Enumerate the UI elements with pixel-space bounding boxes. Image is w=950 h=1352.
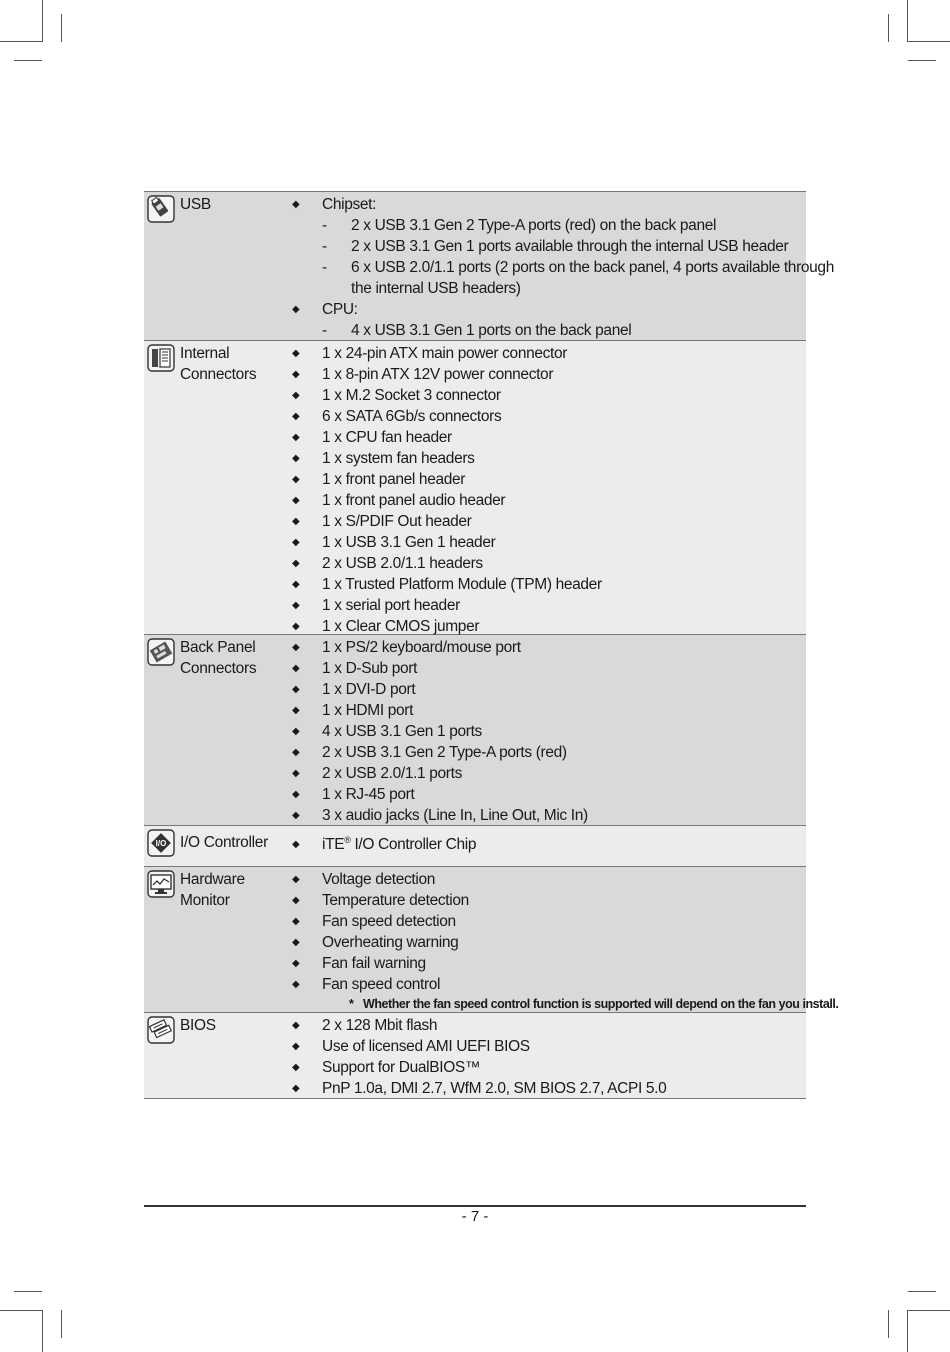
spec-line — [144, 236, 806, 257]
spec-line — [144, 616, 806, 637]
spec-line — [144, 953, 806, 974]
spec-line — [144, 869, 806, 890]
spec-line — [144, 911, 806, 932]
spec-row-title-line: Hardware — [180, 871, 245, 888]
spec-item-text: 1 x S/PDIF Out header — [322, 513, 472, 530]
bullet-icon: ◆ — [292, 474, 300, 485]
bullet-icon: ◆ — [292, 916, 300, 927]
bullet-icon: ◆ — [292, 1083, 300, 1094]
spec-item-text: 2 x USB 2.0/1.1 headers — [322, 555, 483, 572]
spec-row-title-line: BIOS — [180, 1017, 216, 1034]
footnote-text: Whether the fan speed control function is supported will depend on the fan you install. — [363, 997, 839, 1011]
spec-subitem-text: 2 x USB 3.1 Gen 1 ports available through the internal USB header — [351, 238, 789, 255]
spec-line — [144, 1057, 806, 1078]
spec-item-text: 1 x DVI-D port — [322, 681, 416, 698]
bullet-icon: ◆ — [292, 705, 300, 716]
spec-item-text: 1 x system fan headers — [322, 450, 475, 467]
spec-item-text: 1 x front panel header — [322, 471, 466, 488]
bullet-icon: ◆ — [292, 369, 300, 380]
crop-mark — [908, 60, 936, 61]
spec-row-items — [144, 341, 806, 637]
spec-line — [144, 1036, 806, 1057]
spec-line — [144, 532, 806, 553]
spec-item-text-part: I/O Controller Chip — [350, 836, 477, 853]
spec-line — [144, 385, 806, 406]
spec-line — [144, 299, 806, 320]
spec-item-text: 1 x CPU fan header — [322, 429, 452, 446]
bullet-icon: ◆ — [292, 516, 300, 527]
spec-line — [144, 343, 806, 364]
spec-item-text: 1 x M.2 Socket 3 connector — [322, 387, 501, 404]
bullet-icon: ◆ — [292, 558, 300, 569]
spec-item-text: 6 x SATA 6Gb/s connectors — [322, 408, 502, 425]
specification-table — [144, 191, 839, 1099]
crop-mark — [888, 1310, 889, 1338]
bullet-icon: ◆ — [292, 958, 300, 969]
spec-row-title-line: Monitor — [180, 892, 230, 909]
bullet-icon: ◆ — [292, 1020, 300, 1031]
crop-mark — [908, 1310, 950, 1311]
spec-row-hardware-monitor — [144, 867, 839, 1013]
dash-marker: - — [322, 238, 327, 255]
crop-mark — [61, 14, 62, 42]
bullet-icon: ◆ — [292, 684, 300, 695]
spec-row-io-controller — [144, 826, 806, 867]
bullet-icon: ◆ — [292, 432, 300, 443]
spec-line — [144, 1078, 806, 1099]
dash-marker: - — [322, 322, 327, 339]
bullet-icon: ◆ — [292, 579, 300, 590]
spec-line — [144, 763, 806, 784]
crop-mark — [14, 1291, 42, 1292]
spec-row-title-line: USB — [180, 196, 211, 213]
spec-line — [144, 784, 806, 805]
spec-item-text — [322, 834, 476, 855]
bullet-icon: ◆ — [292, 895, 300, 906]
spec-item-text: Use of licensed AMI UEFI BIOS — [322, 1038, 530, 1055]
dash-marker: - — [322, 217, 327, 234]
spec-row-items — [144, 192, 834, 341]
spec-item-text: 1 x Trusted Platform Module (TPM) header — [322, 576, 602, 593]
spec-item-text: 2 x 128 Mbit flash — [322, 1017, 438, 1034]
spec-item-text: 1 x USB 3.1 Gen 1 header — [322, 534, 496, 551]
spec-item-text: 1 x Clear CMOS jumper — [322, 618, 480, 635]
spec-item-text: 1 x D-Sub port — [322, 660, 418, 677]
crop-mark — [0, 41, 42, 42]
spec-row-items — [144, 867, 839, 1014]
bullet-icon: ◆ — [292, 304, 300, 315]
bullet-icon: ◆ — [292, 810, 300, 821]
spec-item-text: Temperature detection — [322, 892, 469, 909]
bullet-icon: ◆ — [292, 663, 300, 674]
bullet-icon: ◆ — [292, 453, 300, 464]
spec-item-text: 3 x audio jacks (Line In, Line Out, Mic In) — [322, 807, 588, 824]
spec-subitem-text: 2 x USB 3.1 Gen 2 Type-A ports (red) on the back panel — [351, 217, 717, 234]
spec-item-text: 2 x USB 2.0/1.1 ports — [322, 765, 462, 782]
dash-marker: - — [322, 259, 327, 276]
bullet-icon: ◆ — [292, 874, 300, 885]
spec-line — [144, 364, 806, 385]
spec-line — [144, 974, 806, 995]
bullet-icon: ◆ — [292, 199, 300, 210]
spec-item-text: 1 x PS/2 keyboard/mouse port — [322, 639, 521, 656]
bullet-icon: ◆ — [292, 621, 300, 632]
spec-item-text: 1 x 8-pin ATX 12V power connector — [322, 366, 554, 383]
spec-row-internal-connectors — [144, 341, 806, 635]
spec-row-title-line: I/O Controller — [180, 834, 268, 851]
crop-mark — [14, 60, 42, 61]
spec-item-text: Fan fail warning — [322, 955, 426, 972]
spec-line — [144, 721, 806, 742]
spec-item-text: Overheating warning — [322, 934, 459, 951]
spec-row-bios — [144, 1013, 806, 1099]
spec-line — [144, 448, 806, 469]
bullet-icon: ◆ — [292, 537, 300, 548]
crop-mark — [907, 1310, 908, 1352]
spec-item-text: Fan speed detection — [322, 913, 456, 930]
spec-line — [144, 658, 806, 679]
spec-line — [144, 215, 806, 236]
spec-subitem-continuation: the internal USB headers) — [351, 280, 521, 297]
spec-row-title-line: Internal — [180, 345, 230, 362]
registered-mark: ® — [344, 834, 351, 845]
footer-rule — [144, 1205, 806, 1207]
svg-text:I/O: I/O — [155, 839, 167, 848]
spec-item-text: PnP 1.0a, DMI 2.7, WfM 2.0, SM BIOS 2.7, ACPI 5.0 — [322, 1080, 667, 1097]
spec-row-items — [144, 1013, 806, 1099]
spec-item-text: Fan speed control — [322, 976, 441, 993]
spec-item-text: 2 x USB 3.1 Gen 2 Type-A ports (red) — [322, 744, 567, 761]
spec-line — [144, 490, 806, 511]
spec-line — [144, 511, 806, 532]
bullet-icon: ◆ — [292, 411, 300, 422]
spec-line — [144, 278, 806, 299]
spec-line — [144, 700, 806, 721]
page-number: - 7 - — [461, 1208, 489, 1225]
spec-item-text: Voltage detection — [322, 871, 435, 888]
spec-line — [144, 257, 834, 278]
bullet-icon: ◆ — [292, 839, 300, 850]
bullet-icon: ◆ — [292, 600, 300, 611]
spec-row-items — [144, 635, 806, 826]
spec-line — [144, 679, 806, 700]
crop-mark — [907, 0, 908, 42]
crop-mark — [42, 0, 43, 42]
spec-row-title-line: Connectors — [180, 660, 257, 677]
crop-mark — [0, 1310, 42, 1311]
bullet-icon: ◆ — [292, 495, 300, 506]
spec-item-text: 1 x serial port header — [322, 597, 460, 614]
spec-line — [144, 194, 806, 215]
spec-line — [144, 553, 806, 574]
bullet-icon: ◆ — [292, 979, 300, 990]
crop-mark — [908, 41, 950, 42]
bullet-icon: ◆ — [292, 937, 300, 948]
footnote-star: * — [349, 997, 354, 1011]
spec-item-text: 1 x front panel audio header — [322, 492, 506, 509]
bullet-icon: ◆ — [292, 789, 300, 800]
spec-item-text: 1 x HDMI port — [322, 702, 414, 719]
spec-line — [144, 637, 806, 658]
spec-item-text: 1 x 24-pin ATX main power connector — [322, 345, 568, 362]
spec-line — [144, 469, 806, 490]
spec-line — [144, 427, 806, 448]
spec-item-text: CPU: — [322, 301, 358, 318]
spec-line — [144, 834, 806, 855]
spec-row-title-line: Back Panel — [180, 639, 256, 656]
bullet-icon: ◆ — [292, 390, 300, 401]
bullet-icon: ◆ — [292, 1041, 300, 1052]
spec-item-text: Chipset: — [322, 196, 377, 213]
crop-mark — [908, 1291, 936, 1292]
spec-item-text: 1 x RJ-45 port — [322, 786, 415, 803]
bullet-icon: ◆ — [292, 747, 300, 758]
crop-mark — [61, 1310, 62, 1338]
spec-subitem-text: 6 x USB 2.0/1.1 ports (2 ports on the back panel, 4 ports available through — [351, 259, 834, 276]
spec-row-title-line: Connectors — [180, 366, 257, 383]
spec-line — [144, 1015, 806, 1036]
spec-item-text: Support for DualBIOS™ — [322, 1059, 481, 1076]
spec-row-usb — [144, 192, 834, 341]
footnote — [144, 995, 839, 1014]
bullet-icon: ◆ — [292, 348, 300, 359]
crop-mark — [888, 14, 889, 42]
bullet-icon: ◆ — [292, 726, 300, 737]
spec-item-text-part: iTE — [322, 836, 345, 853]
spec-line — [144, 406, 806, 427]
spec-line — [144, 742, 806, 763]
spec-row-back-panel-connectors — [144, 635, 806, 826]
crop-mark — [42, 1310, 43, 1352]
spec-line — [144, 574, 806, 595]
bullet-icon: ◆ — [292, 642, 300, 653]
spec-line — [144, 595, 806, 616]
spec-line — [144, 890, 806, 911]
spec-subitem-text: 4 x USB 3.1 Gen 1 ports on the back panel — [351, 322, 632, 339]
spec-line — [144, 320, 806, 341]
bullet-icon: ◆ — [292, 1062, 300, 1073]
spec-item-text: 4 x USB 3.1 Gen 1 ports — [322, 723, 482, 740]
spec-row-items — [144, 830, 806, 855]
bullet-icon: ◆ — [292, 768, 300, 779]
spec-line — [144, 932, 806, 953]
spec-line — [144, 805, 806, 826]
